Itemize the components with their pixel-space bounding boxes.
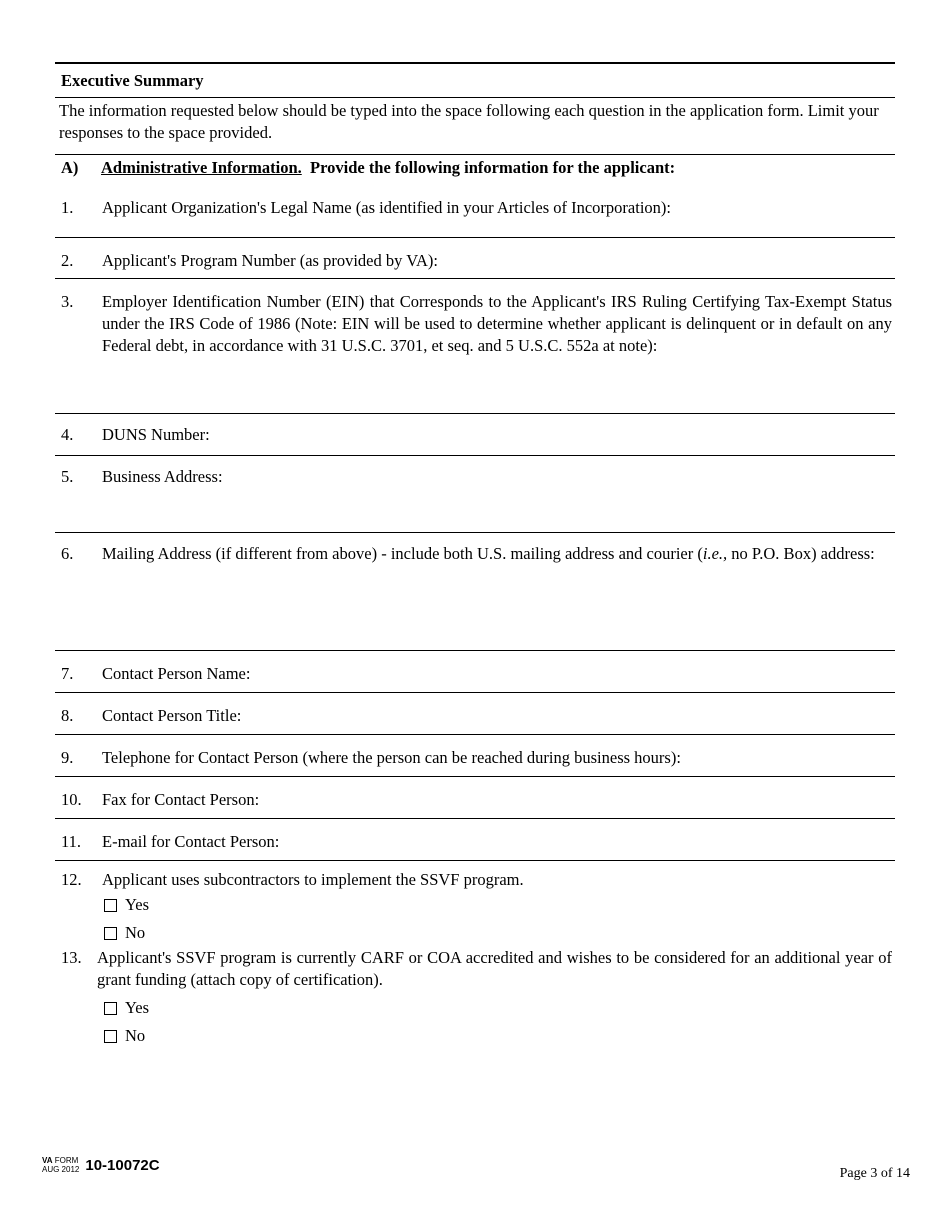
- field-contact-title[interactable]: 8. Contact Person Title:: [61, 706, 242, 725]
- field-contact-name[interactable]: 7. Contact Person Name:: [61, 664, 251, 683]
- q12-yes-checkbox[interactable]: [104, 899, 117, 912]
- field-duns-number[interactable]: 4. DUNS Number:: [61, 425, 210, 444]
- section-a-title: Administrative Information.: [101, 158, 302, 177]
- field-ein[interactable]: 3. Employer Identification Number (EIN) that Corresponds to the Applicant's IRS Ruling Certifying Tax-Exempt Status under the IRS Code of 1986 (Note: EIN will be used to determine whether applicant is delinquent or in default on any Federal debt, in accordance with 31 U.S.C. 3701, et seq. and 5 U.S.C. 552a at note):: [61, 292, 892, 355]
- form-id-footer: VA FORM AUG 2012 10-10072C: [42, 1156, 160, 1174]
- field-legal-name[interactable]: 1. Applicant Organization's Legal Name (as identified in your Articles of Incorporation):: [61, 198, 671, 217]
- field-business-address[interactable]: 5. Business Address:: [61, 467, 223, 486]
- field-fax[interactable]: 10. Fax for Contact Person:: [61, 790, 260, 809]
- field-mailing-address[interactable]: 6. Mailing Address (if different from above) - include both U.S. mailing address and courier (i.e., no P.O. Box) address:: [61, 544, 875, 563]
- q12-no-checkbox[interactable]: [104, 927, 117, 940]
- q13-no-checkbox[interactable]: [104, 1030, 117, 1043]
- question-subcontractors: 12. Applicant uses subcontractors to implement the SSVF program.: [61, 870, 524, 889]
- section-a-label: A): [61, 158, 79, 177]
- q13-no-option[interactable]: No: [55, 1022, 895, 1050]
- form-number: 10-10072C: [85, 1157, 160, 1174]
- page-number: Page 3 of 14: [839, 1166, 910, 1181]
- application-form: [55, 62, 895, 1050]
- field-email[interactable]: 11. E-mail for Contact Person:: [61, 832, 280, 851]
- field-telephone[interactable]: 9. Telephone for Contact Person (where the person can be reached during business hours):: [61, 748, 681, 767]
- field-program-number[interactable]: 2. Applicant's Program Number (as provided by VA):: [61, 251, 438, 270]
- question-accreditation: 13. Applicant's SSVF program is currently CARF or COA accredited and wishes to be considered for an additional year of grant funding (attach copy of certification).: [61, 948, 892, 989]
- q12-no-option[interactable]: No: [55, 919, 895, 947]
- q13-yes-option[interactable]: Yes: [55, 994, 895, 1022]
- section-a-header: [55, 155, 895, 197]
- section-a-instruction: Provide the following information for the applicant:: [310, 158, 676, 177]
- q13-yes-checkbox[interactable]: [104, 1002, 117, 1015]
- q12-yes-option[interactable]: Yes: [55, 891, 895, 919]
- section-title: Executive Summary: [61, 71, 204, 90]
- intro-text: The information requested below should be typed into the space following each question in the application form. Limit your responses to the space provided.: [59, 101, 879, 142]
